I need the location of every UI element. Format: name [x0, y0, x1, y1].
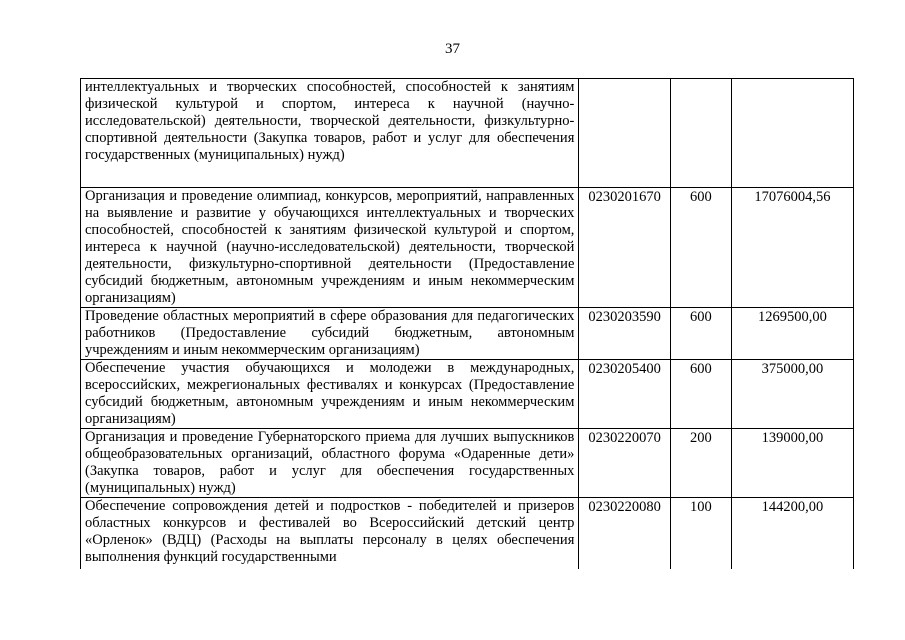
- amount-cell: 17076004,56: [731, 188, 853, 308]
- target-code-cell: 0230205400: [579, 360, 671, 429]
- amount-cell: 139000,00: [731, 429, 853, 498]
- target-code-cell: 0230201670: [579, 188, 671, 308]
- expense-name-cell: Организация и проведение Губернаторского приема для лучших выпускников общеобразовательных организаций, областного форума «Одаренные дети» (Закупка товаров, работ и услуг для обеспечения государственных (муниципальных) нужд): [81, 429, 579, 498]
- expense-name-cell: Обеспечение сопровождения детей и подростков - победителей и призеров областных конкурсов и фестивалей во Всероссийский детский центр «Орленок» (ВДЦ) (Расходы на выплаты персоналу в целях обеспечения выполнения функций государственными: [81, 498, 579, 570]
- expense-type-cell: 200: [670, 429, 731, 498]
- target-code-cell: [579, 79, 671, 188]
- budget-table: [80, 78, 854, 569]
- expense-type-cell: 600: [670, 188, 731, 308]
- table-row: [81, 429, 854, 498]
- amount-cell: 1269500,00: [731, 308, 853, 360]
- table-row: [81, 188, 854, 308]
- target-code-cell: 0230220080: [579, 498, 671, 570]
- expense-type-cell: 600: [670, 360, 731, 429]
- expense-name-cell: Обеспечение участия обучающихся и молодежи в международных, всероссийских, межрегиональных фестивалях и конкурсах (Предоставление субсидий бюджетным, автономным учреждениям и иным некоммерческим организациям): [81, 360, 579, 429]
- target-code-cell: 0230220070: [579, 429, 671, 498]
- expense-name-cell: интеллектуальных и творческих способностей, способностей к занятиям физической культурой и спортом, интереса к научной (научно-исследовательской) деятельности, творческой деятельности, физкультурно-спортивной деятельности (Закупка товаров, работ и услуг для обеспечения государственных (муниципальных) нужд): [81, 79, 579, 188]
- table-row: [81, 79, 854, 188]
- expense-type-cell: 100: [670, 498, 731, 570]
- expense-name-cell: Проведение областных мероприятий в сфере образования для педагогических работников (Предоставление субсидий бюджетным, автономным учреждениям и иным некоммерческим организациям): [81, 308, 579, 360]
- expense-name-cell: Организация и проведение олимпиад, конкурсов, мероприятий, направленных на выявление и развитие у обучающихся интеллектуальных и творческих способностей, способностей к занятиям физической культурой и спортом, интереса к научной (научно-исследовательской) деятельности, творческой деятельности, физкультурно-спортивной деятельности (Предоставление субсидий бюджетным, автономным учреждениям и иным некоммерческим организациям): [81, 188, 579, 308]
- page-number: 37: [445, 41, 460, 57]
- expense-type-cell: [670, 79, 731, 188]
- target-code-cell: 0230203590: [579, 308, 671, 360]
- expense-type-cell: 600: [670, 308, 731, 360]
- amount-cell: 144200,00: [731, 498, 853, 570]
- table-row: [81, 360, 854, 429]
- amount-cell: 375000,00: [731, 360, 853, 429]
- amount-cell: [731, 79, 853, 188]
- table-row: [81, 498, 854, 570]
- table-row: [81, 308, 854, 360]
